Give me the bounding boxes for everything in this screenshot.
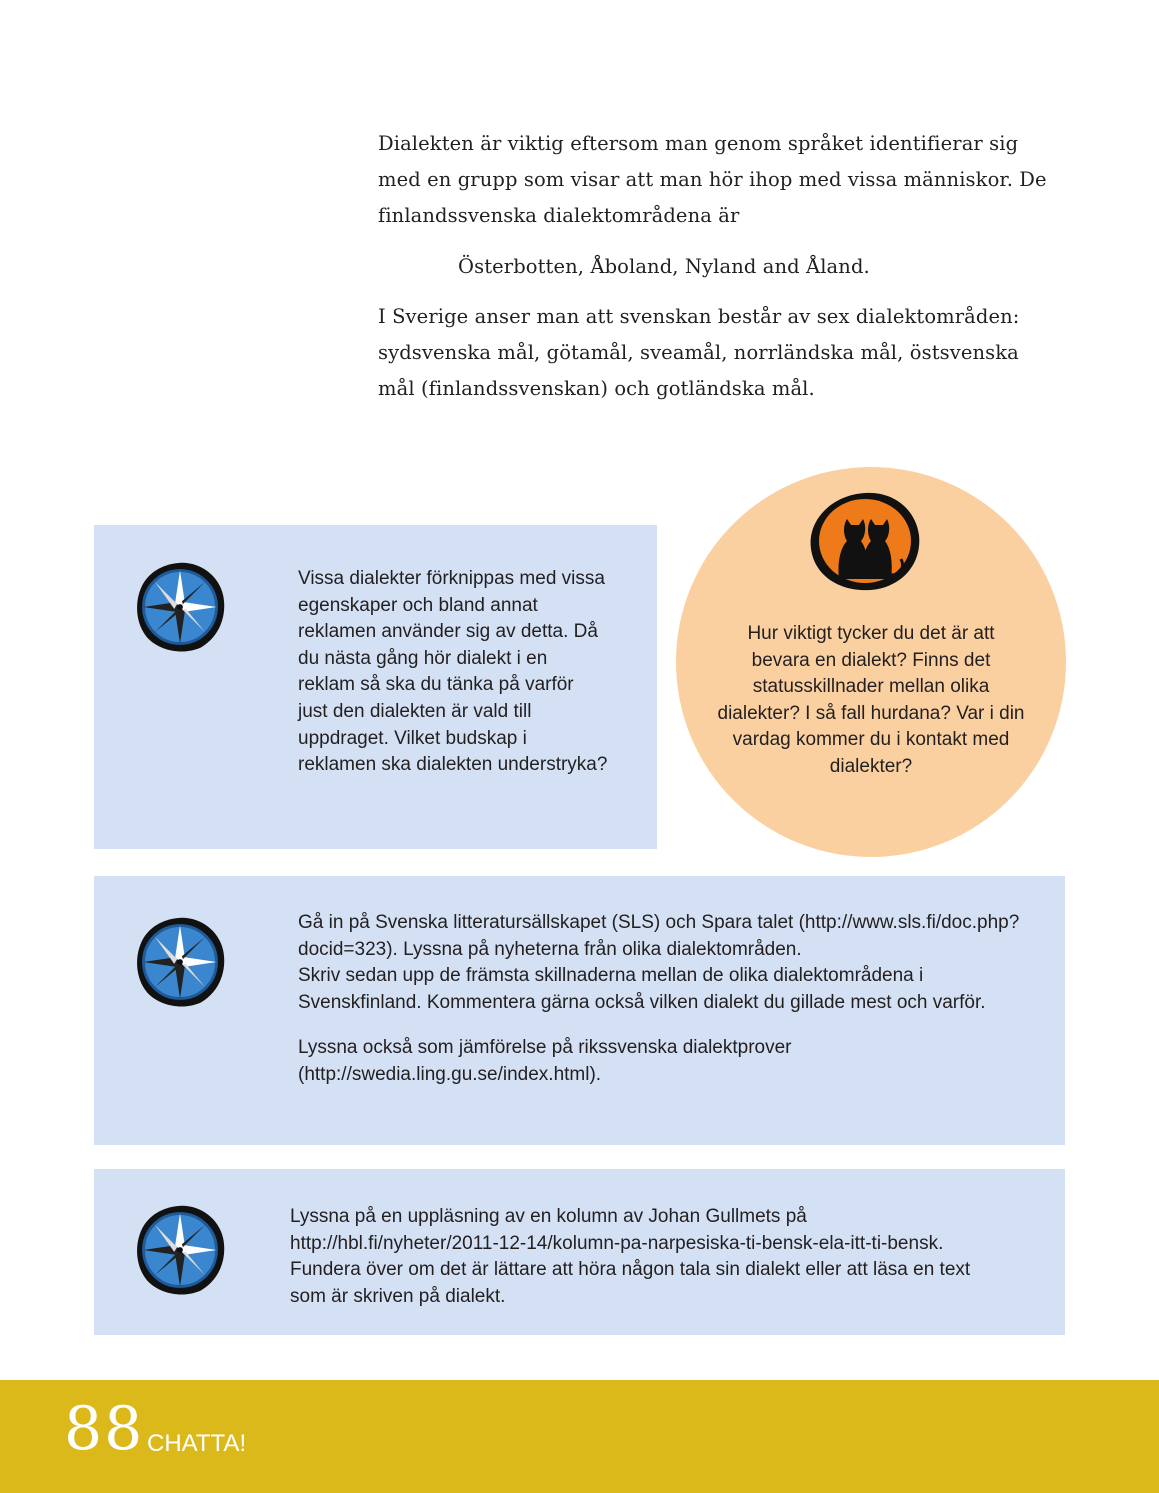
task-paragraph: Gå in på Svenska litteratursällskapet (SLS) och Spara talet (http://www.sls.fi/doc.php?docid=323). Lyssna på nyheterna från olika dialektområden. — [298, 912, 1020, 960]
compass-icon — [132, 914, 228, 1010]
cats-icon — [809, 491, 921, 591]
task-box-sls — [94, 876, 1065, 1145]
compass-icon — [132, 559, 228, 655]
discussion-question: Hur viktigt tycker du det är att bevara en dialekt? Finns det statusskillnader mellan olika dialekter? I så fall hurdana? Var i din vardag kommer du i kontakt med dialekter? — [717, 623, 1025, 777]
compass-icon — [132, 1202, 228, 1298]
intro-paragraph-sweden: I Sverige anser man att svenskan består av sex dialektområden: sydsvenska mål, götamål, sveamål, norrländska mål, östsvenska mål (finlandssvenskan) och gotländska mål. — [378, 305, 1020, 400]
page-number: 88 — [64, 1394, 145, 1464]
task-text — [298, 910, 1028, 1089]
task-text: Vissa dialekter förknippas med vissa egenskaper och bland annat reklamen använder sig av detta. Då du nästa gång hör dialekt i en reklam så ska du tänka på varför just den dialekten är vald till uppdraget. Vilket budskap i reklamen ska dialekten understryka? — [298, 568, 608, 776]
intro-paragraph: Dialekten är viktig eftersom man genom språket identifierar sig med en grupp som visar att man hör ihop med vissa människor. De finlandssvenska dialektområdena är — [378, 132, 1047, 227]
task-box-column — [94, 1169, 1065, 1335]
page-footer — [0, 1380, 1159, 1493]
task-box-advertising — [94, 525, 657, 849]
intro-text — [378, 126, 1058, 407]
book-title: CHATTA! — [147, 1430, 247, 1457]
dialect-regions: Österbotten, Åboland, Nyland and Åland. — [458, 255, 870, 278]
discussion-circle — [676, 467, 1066, 857]
task-paragraph: Lyssna också som jämförelse på rikssvenska dialektprover (http://swedia.ling.gu.se/index.html). — [298, 1037, 792, 1085]
task-text: Lyssna på en uppläsning av en kolumn av Johan Gullmets på http://hbl.fi/nyheter/2011-12-14/kolumn-pa-narpesiska-ti-bensk-ela-itt-ti-bensk. Fundera över om det är lättare att höra någon tala sin dialekt eller att läsa en text som är skriven på dialekt. — [290, 1206, 971, 1307]
task-paragraph: Skriv sedan upp de främsta skillnaderna mellan de olika dialektområdena i Svenskfinland. Kommentera gärna också vilken dialekt du gillade mest och varför. — [298, 965, 986, 1013]
